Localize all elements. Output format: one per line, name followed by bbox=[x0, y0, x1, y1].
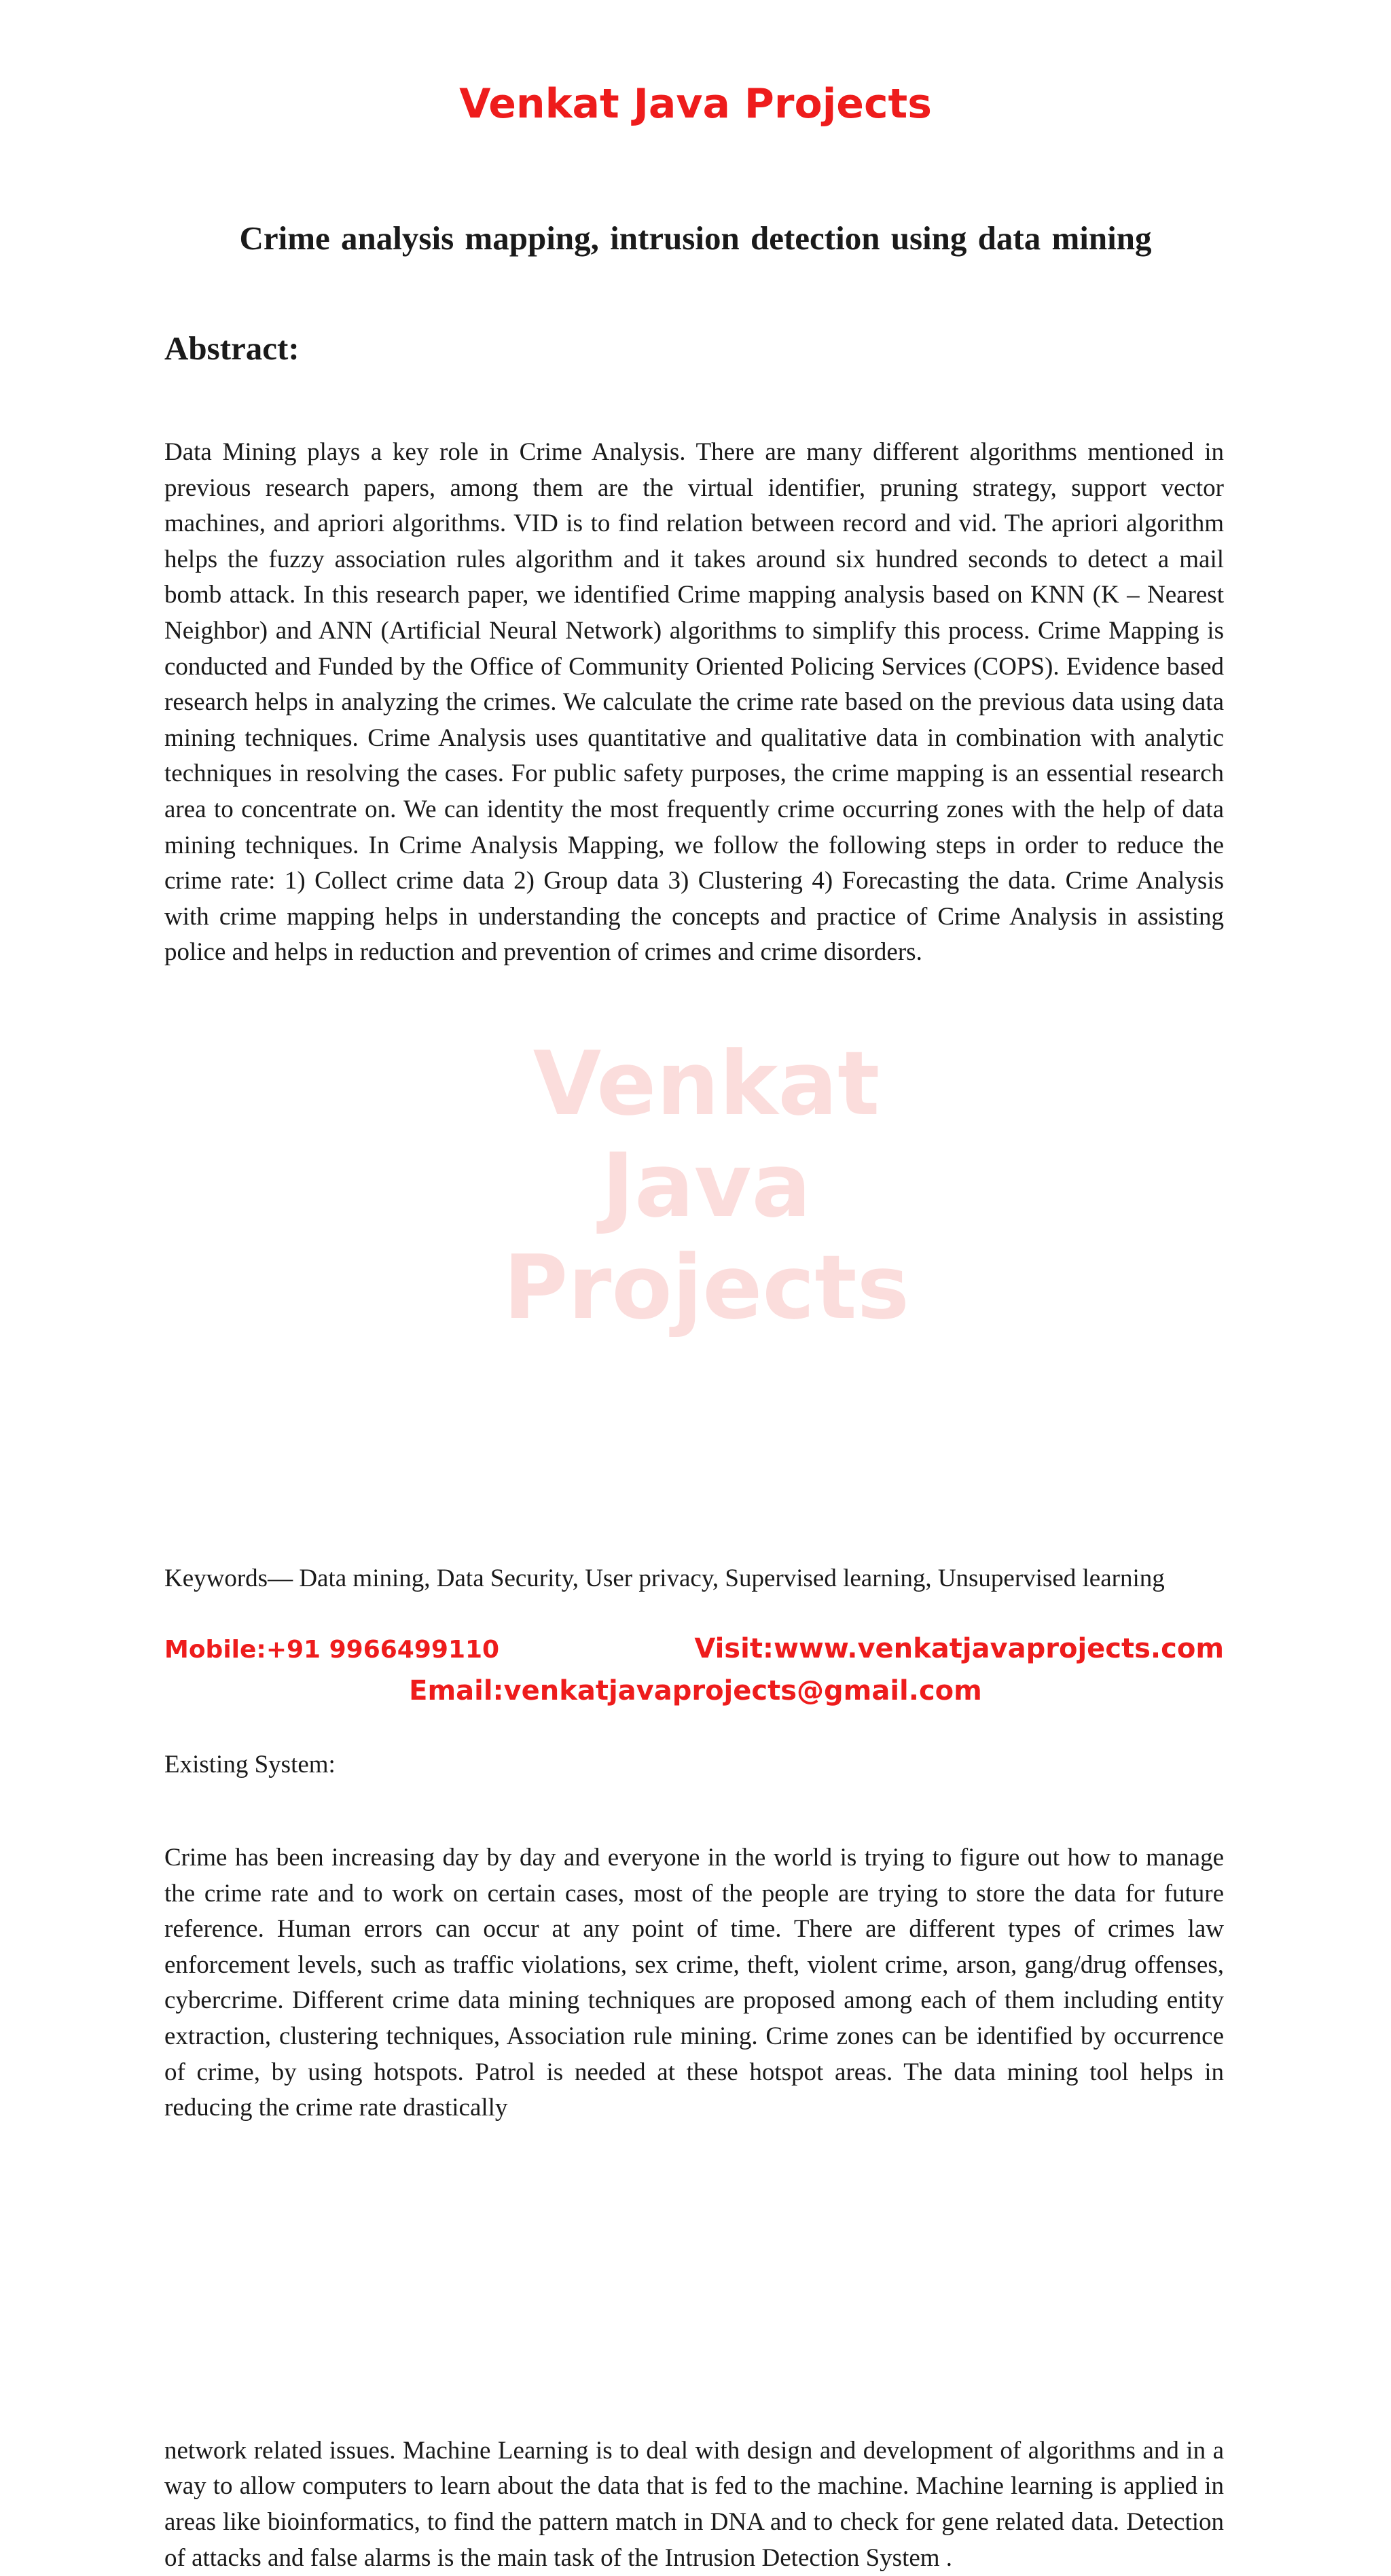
footer-website: Visit:www.venkatjavaprojects.com bbox=[694, 1633, 1224, 1664]
keywords-paragraph: Keywords— Data mining, Data Security, User privacy, Supervised learning, Unsupervised learning bbox=[164, 1564, 1165, 1592]
existing-system-label: Existing System: bbox=[164, 1750, 336, 1778]
footer-email: Email:venkatjavaprojects@gmail.com bbox=[409, 1675, 982, 1706]
watermark-line-2: Java Projects bbox=[503, 1134, 909, 1339]
document-title: Crime analysis mapping, intrusion detection using data mining bbox=[239, 219, 1152, 257]
watermark-logo bbox=[469, 1033, 944, 1338]
watermark-line-1: Venkat bbox=[532, 1032, 880, 1135]
brand-title: Venkat Java Projects bbox=[459, 80, 932, 128]
abstract-heading: Abstract: bbox=[164, 329, 300, 367]
existing-system-paragraph: Crime has been increasing day by day and everyone in the world is trying to figure out how to manage the crime rate and to work on certain cases, most of the people are trying to store the data for future reference. Human errors can occur at any point of time. There are different types of crimes law enforcement levels, such as traffic violations, sex crime, theft, violent crime, arson, gang/drug offenses, cybercrime. Different crime data mining techniques are proposed among each of them including entity extraction, clustering techniques, Association rule mining. Crime zones can be identified by occurrence of crime, by using hotspots. Patrol is needed at these hotspot areas. The data mining tool helps in reducing the crime rate drastically bbox=[164, 1844, 1224, 2122]
abstract-paragraph: Data Mining plays a key role in Crime Analysis. There are many different algorithms mentioned in previous research papers, among them are the virtual identifier, pruning strategy, support vector machines, and apriori algorithms. VID is to find relation between record and vid. The apriori algorithm helps the fuzzy association rules algorithm and it takes around six hundred seconds to detect a mail bomb attack. In this research paper, we identified Crime mapping analysis based on KNN (K – Nearest Neighbor) and ANN (Artificial Neural Network) algorithms to simplify this process. Crime Mapping is conducted and Funded by the Office of Community Oriented Policing Services (COPS). Evidence based research helps in analyzing the crimes. We calculate the crime rate based on the previous data using data mining techniques. Crime Analysis uses quantitative and qualitative data in combination with analytic techniques in resolving the cases. For public safety purposes, the crime mapping is an essential research area to concentrate on. We can identity the most frequently crime occurring zones with the help of data mining techniques. In Crime Analysis Mapping, we follow the following steps in order to reduce the crime rate: 1) Collect crime data 2) Group data 3) Clustering 4) Forecasting the data. Crime Analysis with crime mapping helps in understanding the concepts and practice of Crime Analysis in assisting police and helps in reduction and prevention of crimes and crime disorders. bbox=[164, 438, 1224, 967]
continuation-paragraph: network related issues. Machine Learning is to deal with design and development of algorithms and in a way to allow computers to learn about the data that is fed to the machine. Machine learning is applied in areas like bioinformatics, to find the pattern match in DNA and to check for gene related data. Detection of attacks and false alarms is the main task of the Intrusion Detection System . bbox=[164, 2436, 1224, 2572]
footer-mobile: Mobile:+91 9966499110 bbox=[164, 1636, 500, 1664]
